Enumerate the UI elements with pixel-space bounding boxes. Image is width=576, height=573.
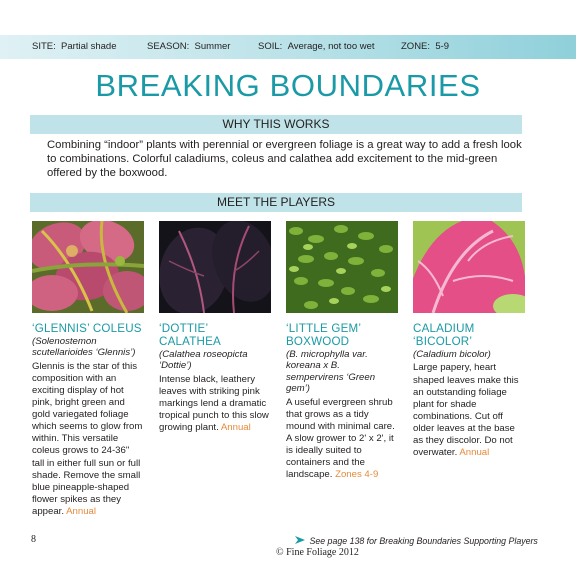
- site-info: [32, 41, 117, 52]
- season-info: [147, 41, 230, 52]
- boxwood-photo: [286, 221, 398, 313]
- players-heading: MEET THE PLAYERS: [30, 193, 522, 212]
- player-description-text: Large papery, heart shaped leaves make this an outstanding foliage plant for shade combinations. Cut off older leaves at the base as they discolor. Do not overwater.: [413, 362, 519, 459]
- player-scientific-name: (B. microphylla var. koreana x B. sempervirens ‘Green gem’): [286, 349, 376, 395]
- copyright: © Fine Foliage 2012: [276, 547, 359, 558]
- player-description-text: A useful evergreen shrub that grows as a tidy mound with minimal care. A slow grower to 2' x 2', it is ideally suited to containers and the landscape.: [286, 396, 395, 481]
- player-title: CALADIUM ‘BICOLOR’: [413, 322, 475, 348]
- player-title: ‘GLENNIS’ COLEUS: [32, 322, 142, 335]
- player-description: [32, 361, 144, 518]
- coleus-photo: [32, 221, 144, 313]
- intro-text: Combining “indoor” plants with perennial or evergreen foliage is a great way to add a fresh look to combinations. Colorful caladiums, coleus and calathea add excitement to the mid-green offered by the boxwood.: [47, 139, 522, 179]
- player-title: ‘DOTTIE’ CALATHEA: [159, 322, 221, 348]
- player-description: [413, 362, 525, 459]
- calathea-photo: [159, 221, 271, 313]
- site-label: SITE:: [32, 41, 56, 52]
- player-tag: Annual: [66, 505, 97, 517]
- season-value: Summer: [194, 41, 231, 52]
- soil-info: [258, 41, 375, 52]
- player-caladium: [413, 221, 525, 459]
- see-page-text: See page 138 for Breaking Boundaries Supporting Players: [309, 536, 538, 546]
- player-scientific-name: (Calathea roseopicta ‘Dottie’): [159, 349, 248, 372]
- info-bar: [0, 35, 576, 59]
- zone-value: 5-9: [435, 41, 450, 52]
- soil-label: SOIL:: [258, 41, 283, 52]
- player-description-text: Intense black, leathery leaves with striking pink markings lend a dramatic tropical punch to this slow growing plant.: [159, 373, 269, 434]
- player-scientific-name: (Caladium bicolor): [413, 349, 491, 360]
- site-value: Partial shade: [61, 41, 117, 52]
- see-page-note: [295, 536, 538, 546]
- player-boxwood: [286, 221, 398, 481]
- leaf-arrow-icon: [295, 536, 307, 546]
- player-scientific-name: (Solenostemon scutellarioides ‘Glennis’): [32, 336, 136, 359]
- page-number: 8: [31, 534, 36, 545]
- caladium-photo: [413, 221, 525, 313]
- player-description-text: Glennis is the star of this composition with an exciting display of hot pink, bright green and gold variegated foliage which seems to glow from within. This versatile coleus grows to 24-36" tall in either full sun or full shade. Remove the small blue pineapple-shaped flower spikes as they appear.: [32, 360, 143, 517]
- player-description: [286, 397, 398, 482]
- player-calathea: [159, 221, 271, 434]
- zone-info: [401, 41, 449, 52]
- player-coleus: [32, 221, 144, 518]
- player-tag: Annual: [220, 422, 251, 434]
- why-heading: WHY THIS WORKS: [30, 115, 522, 134]
- season-label: SEASON:: [147, 41, 190, 52]
- player-title: ‘LITTLE GEM’ BOXWOOD: [286, 322, 361, 348]
- page-title: BREAKING BOUNDARIES: [95, 68, 481, 103]
- soil-value: Average, not too wet: [287, 41, 375, 52]
- player-tag: Annual: [459, 447, 490, 459]
- player-description: [159, 374, 271, 434]
- player-tag: Zones 4-9: [335, 469, 379, 481]
- zone-label: ZONE:: [401, 41, 431, 52]
